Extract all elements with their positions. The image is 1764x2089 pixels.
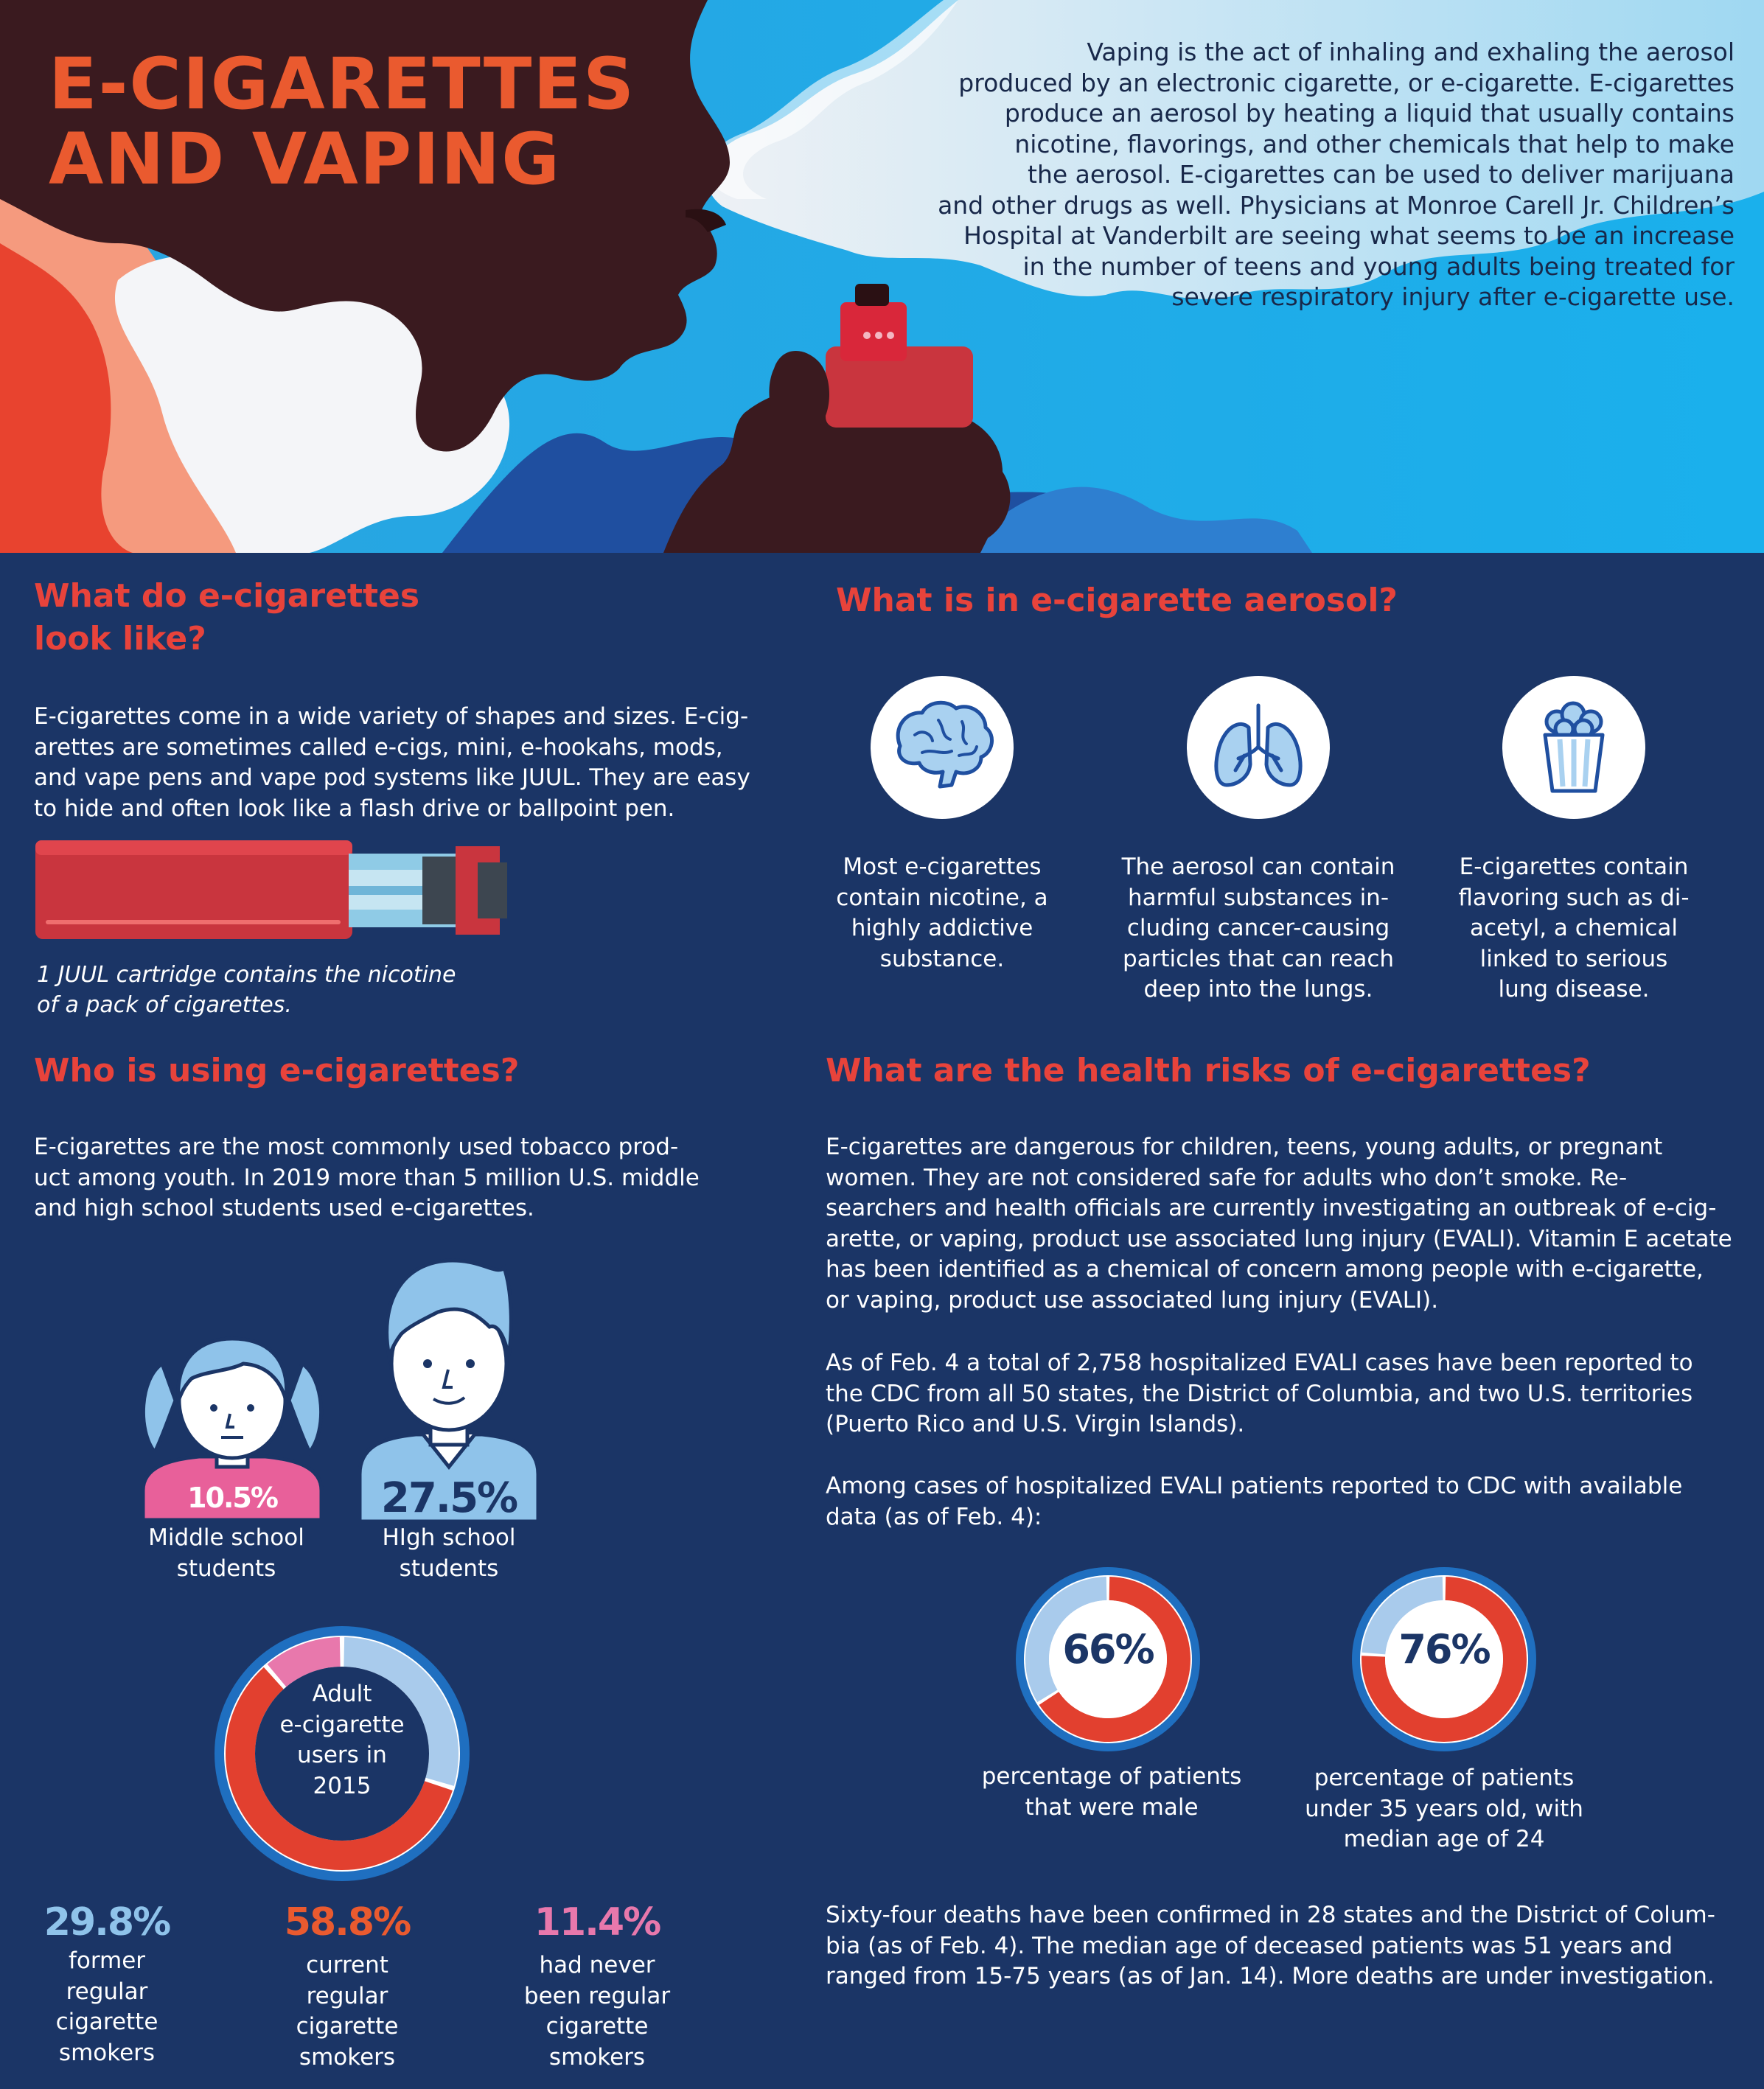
lungs-icon-circle	[1187, 676, 1330, 819]
risks-para1-line: E-cigarettes are dangerous for children, teens, young adults, or pregnant	[826, 1134, 1663, 1160]
risks-para2-line: the CDC from all 50 states, the District of Columbia, and two U.S. territories	[826, 1380, 1693, 1407]
risks-heading: What are the health risks of e-cigarettes?	[826, 1052, 1591, 1089]
risks-para3	[826, 1471, 1747, 1532]
juul-caption-line: of a pack of cigarettes.	[37, 992, 292, 1018]
intro-line: Hospital at Vanderbilt are seeing what seems to be an increase	[963, 221, 1735, 250]
look-body-line: arettes are sometimes called e-cigs, mini, e-hookahs, mods,	[34, 733, 723, 761]
male-patients-pct: 66%	[1062, 1626, 1154, 1673]
brain-icon	[871, 676, 1014, 819]
young-patients-label-line: under 35 years old, with	[1305, 1795, 1583, 1822]
intro-line: produced by an electronic cigarette, or e-cigarette. E-cigarettes	[958, 68, 1735, 97]
aerosol-heading: What is in e-cigarette aerosol?	[836, 582, 1398, 619]
aerosol-item-line: Most e-cigarettes	[843, 854, 1042, 880]
juul-caption	[37, 960, 456, 1020]
look-heading-line: What do e-cigarettes	[34, 577, 420, 615]
risks-para1-line: women. They are not considered safe for adults who don’t smoke. Re-	[826, 1164, 1628, 1191]
young-patients-label-line: percentage of patients	[1314, 1765, 1575, 1791]
current-smokers-line: current	[306, 1952, 388, 1978]
risks-para1-line: searchers and health officials are currently investigating an outbreak of e-cig-	[826, 1195, 1717, 1221]
intro-line: severe respiratory injury after e-cigarette use.	[1171, 282, 1735, 311]
high-school-pct: 27.5%	[380, 1474, 517, 1522]
risks-para2	[826, 1348, 1747, 1440]
middle-school-label-line: Middle school	[148, 1524, 304, 1551]
aerosol-item-line: flavoring such as di-	[1458, 884, 1690, 911]
risks-para4	[826, 1900, 1747, 1992]
brain-icon-circle	[871, 676, 1014, 819]
young-patients-label	[1286, 1763, 1603, 1855]
never-smokers-label	[498, 1950, 697, 2073]
never-smokers-line: had never	[539, 1952, 655, 1978]
intro-line: the aerosol. E-cigarettes can be used to deliver marijuana	[1028, 160, 1735, 189]
aerosol-item-line: lung disease.	[1498, 976, 1650, 1002]
intro-line: and other drugs as well. Physicians at Monroe Carell Jr. Children’s	[938, 190, 1735, 220]
users-body	[34, 1132, 771, 1224]
former-smokers-label	[22, 1946, 192, 2068]
current-smokers-line: cigarette	[296, 2013, 399, 2040]
adult-donut-label	[231, 1679, 453, 1802]
aerosol-item-line: acetyl, a chemical	[1469, 915, 1678, 941]
aerosol-item-harmful	[1104, 852, 1413, 1005]
hero-banner	[0, 0, 1764, 553]
aerosol-item-line: deep into the lungs.	[1143, 976, 1373, 1002]
adult-donut-label-line: e-cigarette	[279, 1711, 405, 1738]
risks-para1-line: or vaping, product use associated lung injury (EVALI).	[826, 1286, 1439, 1314]
aerosol-item-line: substance.	[879, 945, 1005, 972]
page-title-line2: AND VAPING	[49, 118, 562, 200]
current-smokers-line: regular	[306, 1982, 388, 2009]
users-body-line: E-cigarettes are the most commonly used tobacco prod-	[34, 1134, 679, 1160]
look-heading	[34, 575, 419, 660]
aerosol-item-nicotine	[795, 852, 1090, 974]
risks-para4-line: ranged from 15-75 years (as of Jan. 14). More deaths are under investigation.	[826, 1963, 1715, 1989]
risks-para1-line: has been identified as a chemical of concern among people with e-cigarette,	[826, 1256, 1704, 1283]
adult-donut-label-line: users in	[297, 1742, 387, 1768]
juul-caption-line: 1 JUUL cartridge contains the nicotine	[37, 962, 456, 988]
current-smokers-label	[262, 1950, 432, 2073]
users-heading: Who is using e-cigarettes?	[34, 1052, 520, 1089]
intro-line: nicotine, flavorings, and other chemicals that help to make	[1014, 129, 1735, 158]
look-heading-line: look like?	[34, 620, 206, 658]
young-patients-pct: 76%	[1398, 1626, 1490, 1673]
risks-para1-line: arette, or vaping, product use associated lung injury (EVALI). Vitamin E acetate	[826, 1225, 1732, 1252]
risks-para3-line: Among cases of hospitalized EVALI patients reported to CDC with available	[826, 1473, 1683, 1499]
high-school-label-line: students	[399, 1555, 499, 1582]
male-patients-label	[957, 1762, 1266, 1823]
middle-school-label-line: students	[176, 1555, 276, 1582]
risks-para4-line: bia (as of Feb. 4). The median age of deceased patients was 51 years and	[826, 1932, 1673, 1959]
never-smokers-line: cigarette	[545, 2013, 649, 2040]
look-body-line: and vape pens and vape pod systems like JUUL. They are easy	[34, 764, 750, 791]
popcorn-icon-circle	[1502, 676, 1645, 819]
risks-para3-line: data (as of Feb. 4):	[826, 1503, 1042, 1530]
current-smokers-line: smokers	[299, 2043, 396, 2071]
male-patients-label-line: that were male	[1025, 1793, 1199, 1821]
young-patients-label-line: median age of 24	[1343, 1826, 1545, 1852]
adult-donut-label-line: Adult	[312, 1681, 372, 1707]
look-body-line: E-cigarettes come in a wide variety of shapes and sizes. E-cig-	[34, 703, 749, 730]
never-smokers-line: been regular	[523, 1982, 671, 2009]
middle-school-pct: 10.5%	[187, 1482, 277, 1514]
former-smokers-line: regular	[66, 1978, 148, 2005]
high-school-label	[346, 1523, 552, 1584]
aerosol-item-line: particles that can reach	[1122, 945, 1395, 972]
aerosol-item-flavoring	[1426, 852, 1721, 1005]
intro-line: in the number of teens and young adults being treated for	[1022, 251, 1735, 281]
users-body-line: and high school students used e-cigarettes.	[34, 1195, 534, 1221]
lungs-icon	[1187, 676, 1330, 819]
aerosol-item-line: The aerosol can contain	[1121, 854, 1395, 880]
male-patients-label-line: percentage of patients	[981, 1763, 1242, 1790]
look-body-line: to hide and often look like a flash drive or ballpoint pen.	[34, 795, 675, 822]
aerosol-item-line: contain nicotine, a	[836, 884, 1048, 911]
never-smokers-pct: 11.4%	[534, 1900, 660, 1945]
high-school-label-line: HIgh school	[382, 1524, 516, 1551]
former-smokers-pct: 29.8%	[43, 1900, 170, 1945]
adult-donut-label-line: 2015	[313, 1772, 372, 1799]
page-title-line1: E-CIGARETTES	[49, 43, 636, 125]
middle-school-label	[123, 1523, 330, 1584]
popcorn-icon	[1502, 676, 1645, 819]
juul-device-icon	[35, 840, 507, 944]
users-body-line: uct among youth. In 2019 more than 5 million U.S. middle	[34, 1164, 700, 1191]
risks-para2-line: (Puerto Rico and U.S. Virgin Islands).	[826, 1411, 1245, 1437]
risks-para1	[826, 1132, 1747, 1316]
intro-line: Vaping is the act of inhaling and exhaling the aerosol	[1087, 38, 1735, 66]
aerosol-item-line: cluding cancer-causing	[1126, 915, 1390, 941]
aerosol-item-line: E-cigarettes contain	[1459, 854, 1689, 880]
look-body	[34, 702, 771, 824]
aerosol-item-line: harmful substances in-	[1127, 884, 1390, 911]
risks-para2-line: As of Feb. 4 a total of 2,758 hospitalized EVALI cases have been reported to	[826, 1350, 1693, 1376]
former-smokers-line: former	[68, 1947, 146, 1974]
aerosol-item-line: linked to serious	[1479, 945, 1668, 972]
aerosol-item-line: highly addictive	[851, 915, 1033, 941]
risks-para4-line: Sixty-four deaths have been confirmed in 28 states and the District of Colum-	[826, 1902, 1715, 1928]
never-smokers-line: smokers	[548, 2043, 646, 2071]
former-smokers-line: cigarette	[55, 2009, 158, 2035]
former-smokers-line: smokers	[58, 2039, 156, 2066]
intro-paragraph	[850, 37, 1735, 313]
current-smokers-pct: 58.8%	[284, 1900, 411, 1945]
intro-line: produce an aerosol by heating a liquid that usually contains	[1004, 99, 1735, 128]
